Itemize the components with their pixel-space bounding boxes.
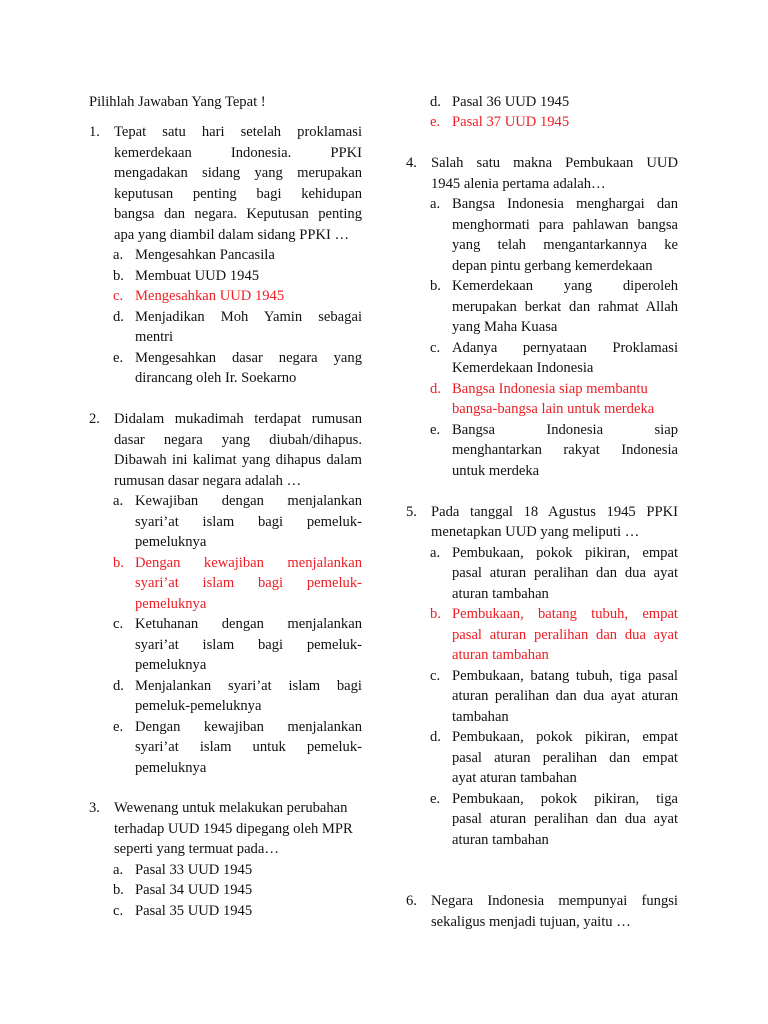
question-2-option-e-line: pemeluknya — [135, 760, 207, 776]
option-letter: a. — [113, 493, 124, 509]
option-letter: b. — [113, 882, 124, 898]
question-5-option-b-line: aturan tambahan — [452, 647, 549, 663]
question-number: 2. — [89, 411, 100, 427]
question-2-stem-line: Didalam mukadimah terdapat rumusan — [114, 411, 362, 427]
option-letter: b. — [113, 268, 124, 284]
question-5-option-c-line: aturan peralihan dan dua ayat aturan — [452, 688, 678, 704]
option-letter: c. — [113, 903, 124, 919]
option-letter: a. — [430, 196, 441, 212]
option-letter: c. — [430, 668, 441, 684]
question-3-option-c-line: Pasal 35 UUD 1945 — [135, 903, 253, 919]
line-marker — [406, 604, 446, 624]
question-4-option-a-line: depan pintu gerbang kemerdekaan — [452, 258, 653, 274]
question-1-option-e-line: dirancang oleh Ir. Soekarno — [135, 370, 297, 386]
question-4-option-a-line: menghormati para pahlawan bangsa — [452, 217, 678, 233]
question-1-option-c-line: Mengesahkan UUD 1945 — [135, 288, 285, 304]
line-marker — [406, 727, 446, 747]
question-4-option-c-line: Adanya pernyataan Proklamasi — [452, 340, 678, 356]
question-1-stem-line: Tepat satu hari setelah proklamasi — [114, 124, 362, 140]
question-4-option-e-line: menghantarkan rakyat Indonesia — [452, 442, 678, 458]
question-1-stem-line: mengadakan sidang yang merupakan — [114, 165, 362, 181]
question-3-stem-line: Wewenang untuk melakukan perubahan — [114, 800, 348, 816]
question-4-option-a-line: Bangsa Indonesia menghargai dan — [452, 196, 678, 212]
line-marker — [406, 112, 446, 132]
question-4-option-c-line: Kemerdekaan Indonesia — [452, 360, 594, 376]
question-2-stem-line: rumusan dasar negara adalah … — [114, 473, 302, 489]
question-2-option-d-line: pemeluk-pemeluknya — [135, 698, 262, 714]
question-5-option-b-line: pasal aturan peralihan dan dua ayat — [452, 627, 678, 643]
question-2-option-b-line: syari’at islam bagi pemeluk- — [135, 575, 362, 591]
question-5-stem-line: menetapkan UUD yang meliputi … — [431, 524, 640, 540]
option-letter: a. — [430, 545, 441, 561]
line-marker — [406, 276, 446, 296]
question-5-option-c-line: Pembukaan, batang tubuh, tiga pasal — [452, 668, 678, 684]
option-letter: a. — [113, 247, 124, 263]
question-1-stem-line: bangsa dan negara. Keputusan penting — [114, 206, 362, 222]
question-3-stem-line: seperti yang termuat pada… — [114, 841, 279, 857]
question-4-option-b-line: merupakan berkat dan rahmat Allah — [452, 299, 678, 315]
line-marker — [89, 614, 129, 634]
line-marker — [406, 543, 446, 563]
option-letter: e. — [430, 422, 441, 438]
question-5-option-a-line: aturan tambahan — [452, 586, 549, 602]
question-3-option-e-line: Pasal 37 UUD 1945 — [452, 114, 570, 130]
question-4-stem-line: Salah satu makna Pembukaan UUD — [431, 155, 678, 171]
line-marker — [89, 307, 129, 327]
line-marker — [89, 676, 129, 696]
question-5-option-d-line: pasal aturan peralihan dan empat — [452, 750, 678, 766]
option-letter: e. — [113, 719, 124, 735]
option-letter: d. — [430, 729, 441, 745]
line-marker — [406, 338, 446, 358]
question-3-option-d-line: Pasal 36 UUD 1945 — [452, 94, 570, 110]
line-marker — [89, 880, 129, 900]
question-1-option-d-line: mentri — [135, 329, 174, 345]
option-letter: e. — [430, 114, 441, 130]
option-letter: e. — [113, 350, 124, 366]
question-number: 6. — [406, 893, 417, 909]
option-letter: d. — [430, 381, 441, 397]
option-letter: d. — [113, 309, 124, 325]
question-4-option-e-line: Bangsa Indonesia siap — [452, 422, 678, 438]
question-2-option-c-line: Ketuhanan dengan menjalankan — [135, 616, 362, 632]
question-2-stem-line: Dibawah ini kalimat yang dihapus dalam — [114, 452, 362, 468]
question-2-option-e-line: Dengan kewajiban menjalankan — [135, 719, 362, 735]
question-2-option-e-line: syari’at islam untuk pemeluk- — [135, 739, 362, 755]
question-2-stem-line: dasar negara yang diubah/dihapus. — [114, 432, 362, 448]
line-marker — [406, 420, 446, 440]
question-5-option-e-line: pasal aturan peralihan dan dua ayat — [452, 811, 678, 827]
question-2-option-c-line: pemeluknya — [135, 657, 207, 673]
line-marker — [406, 92, 446, 112]
question-2-option-b-line: Dengan kewajiban menjalankan — [135, 555, 362, 571]
question-4-option-d-line: Bangsa Indonesia siap membantu — [452, 381, 648, 397]
question-5-stem-line: Pada tanggal 18 Agustus 1945 PPKI — [431, 504, 678, 520]
question-1-option-d-line: Menjadikan Moh Yamin sebagai — [135, 309, 362, 325]
option-letter: a. — [113, 862, 124, 878]
line-marker — [89, 717, 129, 737]
question-2-option-a-line: Kewajiban dengan menjalankan — [135, 493, 362, 509]
line-marker — [89, 901, 129, 921]
option-letter: d. — [113, 678, 124, 694]
question-1-option-a-line: Mengesahkan Pancasila — [135, 247, 275, 263]
question-1-stem-line: keputusan penting bagi kehidupan — [114, 186, 362, 202]
question-5-option-a-line: Pembukaan, pokok pikiran, empat — [452, 545, 678, 561]
line-marker — [406, 379, 446, 399]
option-letter: d. — [430, 94, 441, 110]
question-number: 3. — [89, 800, 100, 816]
question-1-stem-line: apa yang diambil dalam sidang PPKI … — [114, 227, 350, 243]
question-6-stem-line: Negara Indonesia mempunyai fungsi — [431, 893, 678, 909]
line-marker — [89, 860, 129, 880]
instruction-heading: Pilihlah Jawaban Yang Tepat ! — [89, 94, 266, 110]
option-letter: b. — [430, 606, 441, 622]
option-letter: c. — [113, 616, 124, 632]
question-4-option-d-line: bangsa-bangsa lain untuk merdeka — [452, 401, 655, 417]
line-marker — [89, 266, 129, 286]
question-5-option-d-line: Pembukaan, pokok pikiran, empat — [452, 729, 678, 745]
line-marker — [89, 553, 129, 573]
question-2-option-d-line: Menjalankan syari’at islam bagi — [135, 678, 362, 694]
question-5-option-e-line: aturan tambahan — [452, 832, 549, 848]
line-marker — [89, 245, 129, 265]
question-2-option-c-line: syari’at islam bagi pemeluk- — [135, 637, 362, 653]
option-letter: c. — [430, 340, 441, 356]
question-5-option-a-line: pasal aturan peralihan dan dua ayat — [452, 565, 678, 581]
question-4-option-a-line: yang telah mengantarkannya ke — [452, 237, 678, 253]
line-marker — [406, 666, 446, 686]
question-number: 5. — [406, 504, 417, 520]
question-1-option-e-line: Mengesahkan dasar negara yang — [135, 350, 362, 366]
question-3-stem-line: terhadap UUD 1945 dipegang oleh MPR — [114, 821, 353, 837]
question-4-option-e-line: untuk merdeka — [452, 463, 540, 479]
option-letter: e. — [430, 791, 441, 807]
question-4-option-b-line: yang Maha Kuasa — [452, 319, 558, 335]
line-marker — [89, 348, 129, 368]
option-letter: b. — [430, 278, 441, 294]
option-letter: c. — [113, 288, 124, 304]
question-4-option-b-line: Kemerdekaan yang diperoleh — [452, 278, 678, 294]
question-1-option-b-line: Membuat UUD 1945 — [135, 268, 260, 284]
question-2-option-b-line: pemeluknya — [135, 596, 207, 612]
question-5-option-e-line: Pembukaan, pokok pikiran, tiga — [452, 791, 678, 807]
line-marker — [406, 789, 446, 809]
question-3-option-a-line: Pasal 33 UUD 1945 — [135, 862, 253, 878]
line-marker — [89, 491, 129, 511]
question-6-stem-line: sekaligus menjadi tujuan, yaitu … — [431, 914, 631, 930]
question-1-stem-line: kemerdekaan Indonesia. PPKI — [114, 145, 362, 161]
option-letter: b. — [113, 555, 124, 571]
question-2-option-a-line: pemeluknya — [135, 534, 207, 550]
question-2-option-a-line: syari’at islam bagi pemeluk- — [135, 514, 362, 530]
question-number: 4. — [406, 155, 417, 171]
question-5-option-d-line: ayat aturan tambahan — [452, 770, 577, 786]
question-3-option-b-line: Pasal 34 UUD 1945 — [135, 882, 253, 898]
question-5-option-b-line: Pembukaan, batang tubuh, empat — [452, 606, 678, 622]
question-number: 1. — [89, 124, 100, 140]
line-marker — [89, 286, 129, 306]
line-marker — [406, 194, 446, 214]
question-4-stem-line: 1945 alenia pertama adalah… — [431, 176, 606, 192]
question-5-option-c-line: tambahan — [452, 709, 509, 725]
